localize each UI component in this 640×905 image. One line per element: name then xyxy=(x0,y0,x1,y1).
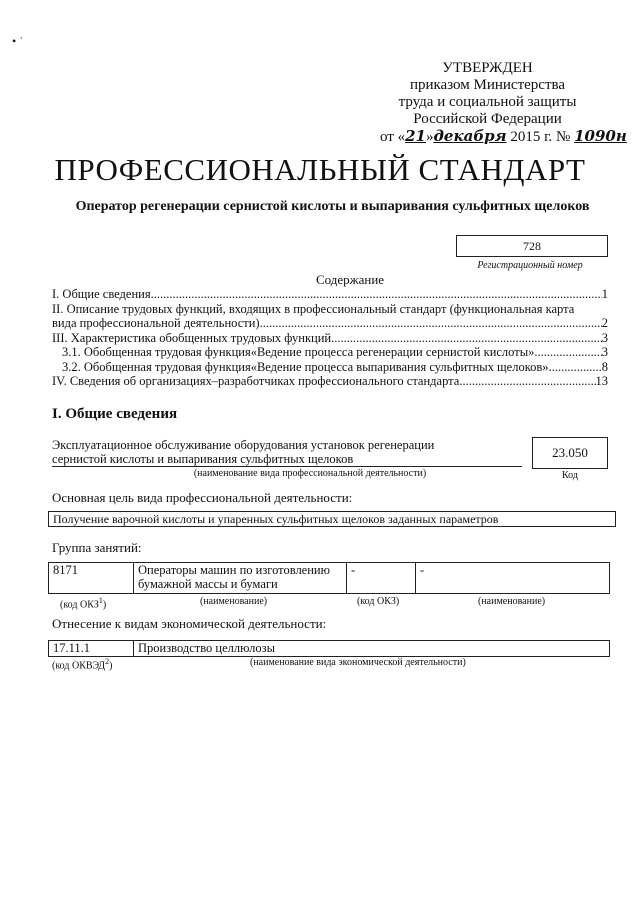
approval-line-2: приказом Министерства xyxy=(409,77,566,93)
okved-code-caption xyxy=(52,657,112,671)
goal-box: Получение варочной кислоты и упаренных сульфитных щелоков заданных параметров xyxy=(48,511,616,527)
toc-item[interactable] xyxy=(52,287,608,302)
okz-code-cell: 8171 xyxy=(49,563,134,594)
document-subtitle: Оператор регенерации сернистой кислоты и выпаривания сульфитных щелоков xyxy=(75,199,590,214)
toc-item[interactable] xyxy=(52,302,608,317)
toc-item[interactable] xyxy=(52,360,608,375)
date-mid: » xyxy=(425,129,434,145)
okved-caption-text: (код ОКВЭД xyxy=(52,660,106,672)
activity-name: Эксплуатационное обслуживание оборудования установок регенерации сернистой кислоты и выпаривания сульфитных щелоков xyxy=(52,438,435,466)
toc-item-text: IV. Сведения об организациях–разработчиках профессионального стандарта xyxy=(52,374,460,388)
okved-name-caption: (наименование вида экономической деятельности) xyxy=(250,657,466,668)
toc-item-text: I. Общие сведения xyxy=(52,287,151,301)
okz-caption-end: ) xyxy=(102,599,107,611)
okz-code-cell-2: - xyxy=(347,563,416,594)
occupation-name-caption: (наименование) xyxy=(200,596,268,607)
occupation-name-cell-2: - xyxy=(416,563,610,594)
okz-code-caption xyxy=(60,596,106,610)
section-heading: I. Общие сведения xyxy=(52,406,178,422)
registration-number-box: 728 xyxy=(456,235,608,257)
okved-caption-end: ) xyxy=(109,660,113,672)
approval-line-4: Российской Федерации xyxy=(413,111,562,127)
toc-leader-dots xyxy=(534,345,601,360)
handwritten-order-number: 1090н xyxy=(574,127,627,145)
toc-item[interactable] xyxy=(52,331,608,346)
okz-code-caption-2: (код ОКЗ) xyxy=(357,596,400,607)
toc-item-page: 1 xyxy=(601,287,608,301)
okved-name-cell: Производство целлюлозы xyxy=(134,641,610,657)
toc-leader-dots xyxy=(549,360,602,375)
occupation-table xyxy=(48,562,610,594)
approval-line-1: УТВЕРЖДЕН xyxy=(442,60,533,76)
occupation-name-cell: Операторы машин по изготовлению бумажной массы и бумаги xyxy=(134,563,347,594)
approval-line-3: труда и социальной защиты xyxy=(398,94,577,110)
activity-caption: (наименование вида профессиональной деятельности) xyxy=(193,468,427,479)
toc-item-text: 3.2. Обобщенная трудовая функция«Ведение процесса выпаривания сульфитных щелоков» xyxy=(62,359,549,374)
okz-caption-text: (код ОКЗ xyxy=(60,599,99,611)
toc-item-page: 3 xyxy=(601,330,608,345)
toc-item-text: III. Характеристика обобщенных трудовых функций xyxy=(52,330,332,345)
table-of-contents xyxy=(52,287,608,389)
activity-code-caption: Код xyxy=(562,470,578,481)
toc-title: Содержание xyxy=(315,272,385,287)
date-prefix: от « xyxy=(380,129,406,145)
goal-label: Основная цель вида профессиональной деятельности: xyxy=(52,490,353,505)
okved-code-cell: 17.11.1 xyxy=(49,641,134,657)
handwritten-month: декабря xyxy=(433,127,507,145)
approval-date-line xyxy=(380,127,627,146)
table-row xyxy=(49,563,610,594)
toc-item-text: 3.1. Обобщенная трудовая функция«Ведение процесса регенерации сернистой кислоты» xyxy=(62,345,535,359)
toc-item-page: 13 xyxy=(595,374,608,388)
registration-number-label: Регистрационный номер xyxy=(477,260,583,271)
activity-code-box: 23.050 xyxy=(532,437,608,469)
economic-activity-label: Отнесение к видам экономической деятельности: xyxy=(52,616,327,631)
toc-leader-dots xyxy=(260,316,602,331)
table-row xyxy=(49,641,610,657)
okved-table xyxy=(48,640,610,657)
toc-item[interactable] xyxy=(52,374,608,389)
toc-leader-dots xyxy=(331,331,602,346)
toc-item[interactable] xyxy=(52,316,608,331)
footnote-mark: 2 xyxy=(105,657,110,666)
toc-item-page: 2 xyxy=(601,316,608,330)
document-title: ПРОФЕССИОНАЛЬНЫЙ СТАНДАРТ xyxy=(54,152,586,187)
toc-item-text: вида профессиональной деятельности) xyxy=(52,316,260,330)
toc-item[interactable] xyxy=(52,345,608,360)
toc-leader-dots xyxy=(151,287,602,302)
toc-leader-dots xyxy=(459,374,595,389)
activity-underline xyxy=(52,466,522,467)
scan-artifact-mark: • ˙ xyxy=(12,34,24,48)
toc-item-page: 8 xyxy=(601,359,608,374)
toc-item-text: II. Описание трудовых функций, входящих в профессиональный стандарт (функциональная карта xyxy=(52,301,575,316)
footnote-mark: 1 xyxy=(98,596,103,605)
toc-item-page: 3 xyxy=(601,345,608,359)
date-year: 2015 г. № xyxy=(510,129,571,145)
approval-block xyxy=(380,60,627,146)
occupation-name-caption-2: (наименование) xyxy=(478,596,546,607)
group-label: Группа занятий: xyxy=(52,540,142,555)
handwritten-day: 21 xyxy=(405,127,426,145)
